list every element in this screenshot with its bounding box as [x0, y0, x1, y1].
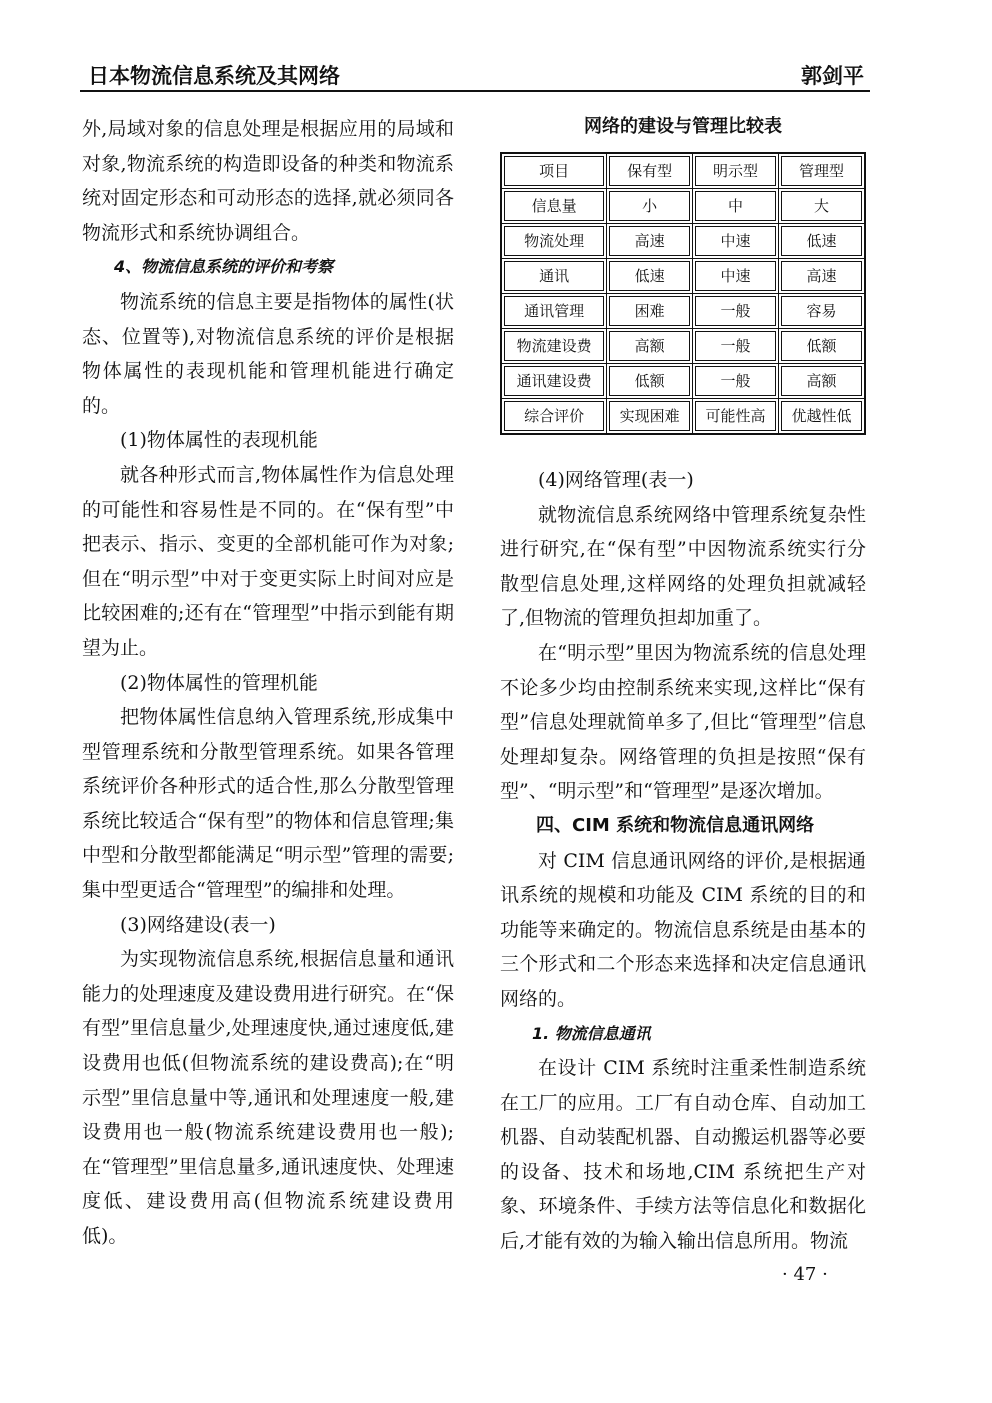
- table-cell: [778, 329, 865, 364]
- left-column: [82, 112, 454, 1254]
- table-cell: [607, 399, 693, 435]
- table-cell: [501, 259, 607, 294]
- cell-text: 可能性高: [695, 401, 776, 431]
- table-cell: [607, 364, 693, 399]
- cell-text: 低额: [781, 331, 862, 361]
- running-header: [80, 58, 870, 92]
- paragraph: 对 CIM 信息通讯网络的评价,是根据通讯系统的规模和功能及 CIM 系统的目的和功能等来确定的。物流信息系统是由基本的三个形式和二个形态来选择和决定信息通讯网络的。: [500, 849, 866, 1010]
- table-cell: [693, 399, 779, 435]
- page-number: · 47 ·: [782, 1264, 828, 1285]
- table-cell: [501, 329, 607, 364]
- table-header-row: [501, 153, 865, 189]
- comparison-table: [500, 152, 866, 435]
- cell-text: 物流建设费: [504, 331, 604, 361]
- table-cell: [778, 364, 865, 399]
- table-cell: [778, 259, 865, 294]
- table-cell: [693, 189, 779, 224]
- cell-text: 大: [781, 191, 862, 221]
- table-cell: [693, 329, 779, 364]
- paragraph: 为实现物流信息系统,根据信息量和通讯能力的处理速度及建设费用进行研究。在“保有型”里信息量少,处理速度快,通过速度低,建设费用也低(但物流系统的建设费高);在“明示型”里信息量中等,通讯和处理速度一般,建设费用也一般(物流系统建设费用也一般);在“管理型”里信息量多,通讯速度快、处理速度低、建设费用高(但物流系统建设费用低)。: [82, 948, 454, 1247]
- cell-text: 低额: [609, 366, 690, 396]
- right-column: [500, 112, 866, 1259]
- table-cell: [607, 329, 693, 364]
- header-cell: [501, 153, 607, 189]
- subsection-heading: (1)物体属性的表现机能: [120, 429, 318, 452]
- table-cell: [607, 224, 693, 259]
- paragraph: 就各种形式而言,物体属性作为信息处理的可能性和容易性是不同的。在“保有型”中把表示、指示、变更的全部机能可作为对象;但在“明示型”中对于变更实际上时间对应是比较困难的;还有在“管理型”中指示到能有期望为止。: [82, 463, 454, 659]
- cell-text: 低速: [609, 261, 690, 291]
- header-rule: [80, 90, 870, 92]
- paragraph: 物流系统的信息主要是指物体的属性(状态、位置等),对物流信息系统的评价是根据物体属性的表现机能和管理机能进行确定的。: [82, 290, 454, 417]
- cell-text: 综合评价: [504, 401, 604, 431]
- paragraph: 把物体属性信息纳入管理系统,形成集中型管理系统和分散型管理系统。如果各管理系统评价各种形式的适合性,那么分散型管理系统比较适合“保有型”的物体和信息管理;集中型和分散型都能满足“明示型”管理的需要;集中型更适合“管理型”的编排和处理。: [82, 706, 454, 902]
- cell-text: 一般: [695, 366, 776, 396]
- table-cell: [778, 224, 865, 259]
- table-cell: [501, 399, 607, 435]
- subsection-heading: (4)网络管理(表一): [538, 469, 694, 491]
- cell-text: 通讯建设费: [504, 366, 604, 396]
- cell-text: 优越性低: [781, 401, 862, 431]
- header-cell-label: 明示型: [695, 156, 776, 186]
- section-heading: 四、CIM 系统和物流信息通讯网络: [536, 814, 815, 836]
- header-cell: [607, 153, 693, 189]
- table-row: [501, 364, 865, 399]
- table-cell: [501, 224, 607, 259]
- cell-text: 容易: [781, 296, 862, 326]
- cell-text: 困难: [609, 296, 690, 326]
- cell-text: 中: [695, 191, 776, 221]
- table-cell: [778, 294, 865, 329]
- header-cell-label: 管理型: [781, 156, 862, 186]
- cell-text: 高速: [609, 226, 690, 256]
- cell-text: 高速: [781, 261, 862, 291]
- cell-text: 高额: [609, 331, 690, 361]
- table-title: 网络的建设与管理比较表: [584, 116, 782, 137]
- cell-text: 低速: [781, 226, 862, 256]
- header-cell: [693, 153, 779, 189]
- table-cell: [693, 224, 779, 259]
- header-cell: [778, 153, 865, 189]
- cell-text: 一般: [695, 331, 776, 361]
- table-cell: [607, 259, 693, 294]
- cell-text: 中速: [695, 261, 776, 291]
- subsection-heading: (2)物体属性的管理机能: [120, 671, 318, 694]
- paragraph: 外,局域对象的信息处理是根据应用的局域和对象,物流系统的构造即设备的种类和物流系统对固定形态和可动形态的选择,就必须同各物流形式和系统协调组合。: [82, 118, 454, 244]
- journal-title: 日本物流信息系统及其网络: [88, 64, 340, 88]
- paragraph: 在设计 CIM 系统时注重柔性制造系统在工厂的应用。工厂有自动仓库、自动加工机器、自动装配机器、自动搬运机器等必要的设备、技术和场地,CIM 系统把生产对象、环境条件、手续方法等信息化和数据化后,才能有效的为输入输出信息所用。物流: [500, 1057, 866, 1253]
- table-cell: [693, 259, 779, 294]
- cell-text: 中速: [695, 226, 776, 256]
- table-row: [501, 224, 865, 259]
- header-cell-label: 保有型: [609, 156, 690, 186]
- cell-text: 高额: [781, 366, 862, 396]
- subsection-heading: (3)网络建设(表一): [120, 913, 276, 936]
- table-cell: [501, 364, 607, 399]
- cell-text: 小: [609, 191, 690, 221]
- table-cell: [778, 399, 865, 435]
- table-cell: [693, 294, 779, 329]
- subsection-heading: 1. 物流信息通讯: [532, 1023, 651, 1043]
- author-name: 郭剑平: [801, 64, 864, 88]
- table-cell: [501, 189, 607, 224]
- table-cell: [778, 189, 865, 224]
- paragraph: 在“明示型”里因为物流系统的信息处理不论多少均由控制系统来实现,这样比“保有型”信息处理就简单多了,但比“管理型”信息处理却复杂。网络管理的负担是按照“保有型”、“明示型”和“管理型”是逐次增加。: [500, 641, 866, 803]
- table-row: [501, 329, 865, 364]
- table-row: [501, 294, 865, 329]
- section-heading: 4、物流信息系统的评价和考察: [114, 257, 334, 277]
- table-cell: [501, 294, 607, 329]
- cell-text: 通讯: [504, 261, 604, 291]
- cell-text: 物流处理: [504, 226, 604, 256]
- paragraph: 就物流信息系统网络中管理系统复杂性进行研究,在“保有型”中因物流系统实行分散型信息处理,这样网络的处理负担就减轻了,但物流的管理负担却加重了。: [500, 503, 866, 630]
- table-cell: [607, 189, 693, 224]
- table-row: [501, 189, 865, 224]
- cell-text: 信息量: [504, 191, 604, 221]
- table-row: [501, 399, 865, 435]
- cell-text: 一般: [695, 296, 776, 326]
- cell-text: 通讯管理: [504, 296, 604, 326]
- table-cell: [693, 364, 779, 399]
- cell-text: 实现困难: [609, 401, 690, 431]
- header-cell-label: 项目: [504, 156, 604, 186]
- table-row: [501, 259, 865, 294]
- table-cell: [607, 294, 693, 329]
